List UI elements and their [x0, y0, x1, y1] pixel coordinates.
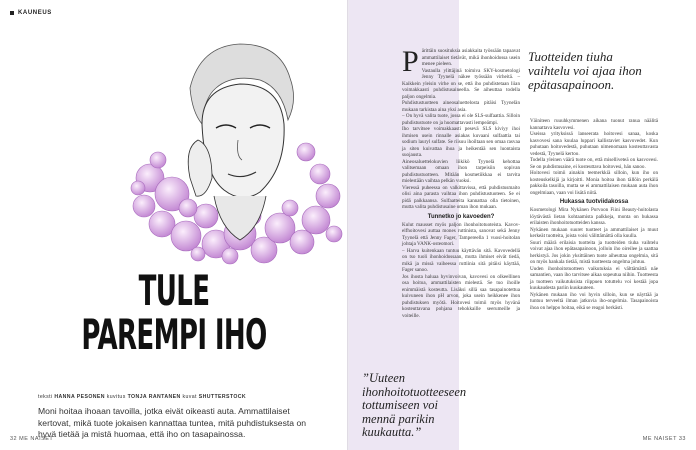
col1-paragraph: Vastaulla ylittäjinä toimiva SKY-kosmetologi Jenny Tyynelä näkee työssään virheitä. – Kaikkein yleisin virhe on se, että iho puhdistetaan liian voimakkaasti puhdistusaineella. Se aiheuttaa todella paljon ongelmia. — [402, 67, 520, 100]
page-gutter — [347, 0, 349, 450]
col1-intro: ärittäin suosituksia asiakkaita työssään tapaavat ammattilaiset tietävät, mikä ihonhoidossa usein menee pieleen. — [421, 48, 520, 67]
col2-paragraph: Suuri määrä erilaisia tuotteita ja tuotteiden tiuha vaihtelu voivat ajaa ihon epätasapainoon, jolloin iho oireilee ja saattaa herkistyä. Jos jokin yksittäinen tuote aiheuttaa ongelmia, sitä on myös hankala tietää, mistä tuotteesta ongelma johtuu. — [530, 239, 658, 265]
credit-author: HANNA PESONEN — [54, 394, 105, 400]
col1-paragraph: Kulut mausset myös paljon ihonhoitotuoteista. Kavov-elfhoitovesi auttaa mones ruttinista, sanovat sekä Jenny Tyynelä että Jenny Fager, Tampereella 1 vuosi-hoitolan johtaja VANK-osteomori. — [402, 221, 520, 247]
col2-paragraph: Useissa yrityksissä lanseerata hoitovesi sanaa, koska kasvovesi sana kuulaa luppari kallistaviet kasvovedet. Kun puhutaan hoitovedestä, puhutaan nimenomaan kosteuttavasta vedestä, Tyynelä kertoo. — [530, 131, 658, 157]
col1-paragraph: Vieressä puheessa on valkittavissa, että puhdistusmaito olisi aina parasta vaihtaa ihon puhdistustuoteen. Se ei pidä paikkaansa. Sulfaatteita kannattaa olla tietoinen, mutta valita puhdistusaine oman ihon mukaan. — [402, 184, 520, 210]
article-column-2 — [530, 118, 658, 311]
col1-paragraph: Jos ihosta haluaa hyvinvoivan, kavovesi on olkeellinen osa hoitoa, ammattilaisten mielestä. Se tuo ihoille enimmäistä kosteutta. Lisäksi sillä saa tasapainotettua kuivuneen ihon pH arvon, joka usein heikkenee ihon puhdistuksen myötä. Hoitovesi toimii myös hyvänä kosteuttavana pohjana tehokkaille seerumeille ja voiteille. — [402, 273, 520, 319]
credit-photo-label: kuvat — [182, 394, 197, 400]
col2-paragraph: Kosmetologi Mira Nykänen Porvoon Fiini Beauty-hoitolasta löytävästä lietan kohtaamista palkkeja, monta on hukassa erilaisten ihonhoitotuotteiden kanssa. — [530, 207, 658, 226]
article-column-1 — [402, 45, 520, 319]
col2-paragraph: Hoitovesi toimii ainakin teemerkkiä silloin, kun iho on kosteuskelkijä ja kirjoitti. Monia hoitoa ihon tällöin perkälä pakkoila tasoilla, mutta se ei ammattilaisen mukaan auta ihon ongelmiaan, vaan voi lisätä niitä. — [530, 170, 658, 196]
subhead-tuotviidakko: Hukassa tuotviidakossa — [559, 199, 629, 205]
col1-paragraph: – On hyvä valita tuote, jossa ei ole SLS-sulfaattia. Silloin puhdistustuote on ja huomattavasti lempeämpi. — [402, 113, 520, 126]
col2-paragraph: Uuden ihonhoitotuotteen vaikutuksia ei välttämättä näe samantien, vaan iho tarvitsee aikaa sopeutua niihin. Tuotteesta ja tuotteen vaikutuksista riippuen totuttelu voi kestää jopa kuukaudesta pariin kuukauteen. — [530, 265, 658, 291]
subhead-kavoeden: Tunnetko jo kavoeden? — [427, 213, 495, 220]
col1-paragraph: – Harva kuitenkaan tuntuu käyttävän sitä. Kavovedellä on tso tuoli ihonhoidossaan, mutta ihmiset eivät tiedä, mikä ja missä vaiheessa ruttiinia sitä pitäisi käyttää, Fager sanoo. — [402, 247, 520, 273]
headline-line-1: TULE — [138, 266, 210, 315]
dropcap: P — [402, 45, 419, 78]
section-label: KAUNEUS — [18, 10, 52, 16]
credit-illustrator: TONJA RANTANEN — [127, 394, 181, 400]
pullquote-bottom: ”Uuteen ihonhoitotuotteeseen tottumiseen voi mennä parikin kuukautta.” — [362, 371, 467, 439]
col2-paragraph: Nykänen mukaan suuret tuotteet ja ammattilaiset ja muut kerkeät tuotteita, joista voisi välittämättä olla kuulla. — [530, 226, 658, 239]
portrait-illustration — [120, 28, 350, 268]
col1-paragraph: Iho tarvitsee voimakkaasti pesevä SLS kiviyy ihoi ihmisen usein rinnalle asiakas kuvaani sulfaattia tai sodium lauryl sulfate. Se riisuu ihoiltaan sen omaa rasvaa ja siten kuivattaa ihoa ja heikentää sen luontaista suojausta. — [402, 126, 520, 158]
credit-photographer: SHUTTERSTOCK — [198, 394, 247, 400]
col1-paragraph: Puhdistustuotteen aineosaluettelosta pitäisi Tyynelän mukaan tarkistaa aina yksi asia. — [402, 100, 520, 113]
lead-paragraph: Moni hoitaa ihoaan tavoilla, jotka eivät oikeasti auta. Ammattilaiset kertovat, mikä tuote jokaisen kannattaa tuntea, mitä puhdistuksesta on hyvä tietää ja mistä huomaa, että iho on tasapainossa. — [38, 406, 306, 439]
pullquote-top: Tuotteiden tiuha vaihtelu voi ajaa ihon epätasapainoon. — [528, 49, 642, 92]
section-header — [10, 10, 52, 16]
credit-illustration-label: kuvitus — [106, 394, 126, 400]
credit-text-label: teksti — [38, 394, 53, 400]
col1-paragraph: Aineosaluettelokuvien liikikö Tyynelä kehottaa valitsemaan omaan ihon tarpeisiin sopivan puhdistustuotteen. Mitään kosmetiikkaa ei tarvita mielestään vaihtaa pelkän vuoksi. — [402, 158, 520, 184]
folio-right: ME NAISET 33 — [642, 436, 686, 442]
col2-paragraph: Todella yleinen väärä tuote on, että miselliveteä on kasvovesi. Se on puhdistusaine, ei kosteuttava hoitovesi, hän sanoo. — [530, 157, 658, 170]
section-square-icon — [10, 11, 14, 15]
col2-paragraph: Väiniteen ruuuhkymmenen aikana tuonut ranua näälitä kannattava kasvovesi. — [530, 118, 658, 131]
credits — [38, 394, 338, 400]
folio-left: 32 ME NAISET — [10, 436, 54, 442]
col2-paragraph: Nykänen mukaan iho voi hyvin silloin, kun se näyttää ja tuntuu terveeltä ilman jatkuvia iho-ongelmia. Tasapainoista ihoa on helppo hoitaa, eikä se reagoi herkästi. — [530, 291, 658, 311]
headline-line-2: PAREMPI IHO — [81, 310, 267, 359]
